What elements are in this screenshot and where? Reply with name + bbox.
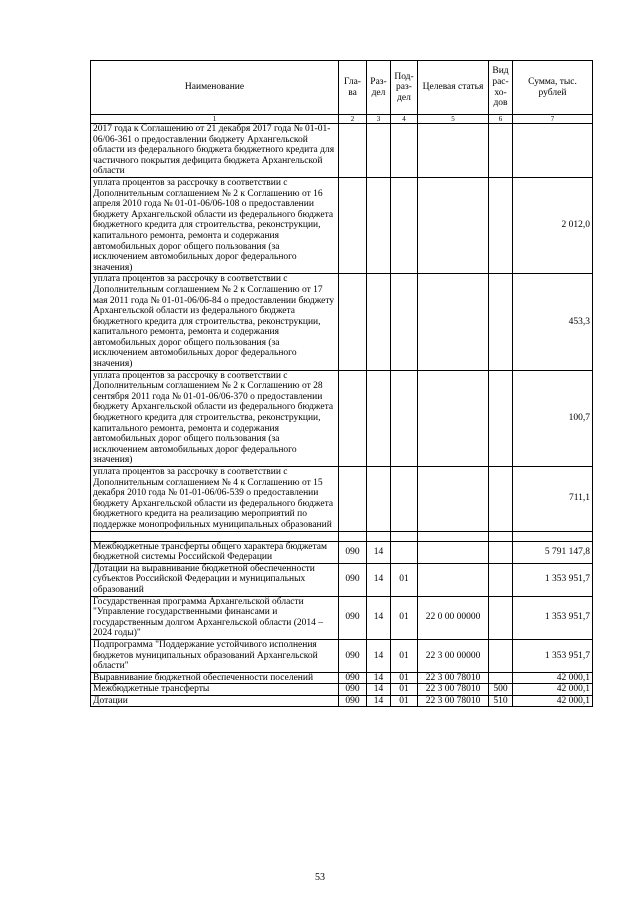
row-name: 2017 года к Соглашению от 21 декабря 2017 года № 01-01-06/06-361 о предоставлении бюджету Архангельской области из федерального бюджета бюджетного кредита для частичного покрытия дефицита бюджета Архангельской области	[91, 124, 339, 178]
row-podrazdel	[391, 274, 418, 370]
row-vid	[489, 177, 513, 273]
header-razdel: Раз-дел	[367, 61, 391, 115]
row-summa: 1 353 951,7	[513, 639, 593, 672]
row-podrazdel	[391, 177, 418, 273]
row-vid	[489, 639, 513, 672]
row-summa	[513, 531, 593, 541]
row-glava: 090	[339, 684, 367, 696]
row-razdel	[367, 124, 391, 178]
column-number: 4	[391, 115, 418, 124]
budget-table	[90, 60, 593, 707]
row-podrazdel	[391, 370, 418, 466]
table-row	[91, 672, 593, 684]
row-name: Межбюджетные трансферты общего характера бюджетам бюджетной системы Российской Федерации	[91, 541, 339, 563]
row-razdel	[367, 370, 391, 466]
row-glava: 090	[339, 541, 367, 563]
row-glava: 090	[339, 596, 367, 639]
row-name: Государственная программа Архангельской области "Управление государственными финансами и государственным долгом Архангельской области (2014 – 2024 годы)"	[91, 596, 339, 639]
row-name: уплата процентов за рассрочку в соответствии с Дополнительным соглашением № 2 к Соглашению от 28 сентября 2011 года № 01-01-06/06-370 о предоставлении бюджету Архангельской области из федерального бюджета бюджетного кредита для строительства, реконструкции, капитального ремонта, ремонта и содержания автомобильных дорог общего пользования (за исключением автомобильных дорог федерального значения)	[91, 370, 339, 466]
row-celevaya	[418, 274, 489, 370]
column-number: 1	[91, 115, 339, 124]
table-row	[91, 124, 593, 178]
row-celevaya: 22 3 00 78010	[418, 684, 489, 696]
table-row	[91, 639, 593, 672]
table-row	[91, 531, 593, 541]
row-celevaya: 22 3 00 78010	[418, 695, 489, 707]
row-glava	[339, 370, 367, 466]
column-number: 5	[418, 115, 489, 124]
row-vid	[489, 124, 513, 178]
table-row	[91, 684, 593, 696]
row-summa: 42 000,1	[513, 672, 593, 684]
row-celevaya	[418, 124, 489, 178]
row-glava: 090	[339, 563, 367, 596]
row-vid: 510	[489, 695, 513, 707]
table-row	[91, 467, 593, 532]
row-name: уплата процентов за рассрочку в соответствии с Дополнительным соглашением № 2 к Соглашению от 16 апреля 2010 года № 01-01-06/06-108 о предоставлении бюджету Архангельской области из федерального бюджета бюджетного кредита для строительства, реконструкции, капитального ремонта, ремонта и содержания автомобильных дорог общего пользования (за исключением автомобильных дорог федерального значения)	[91, 177, 339, 273]
row-summa: 711,1	[513, 467, 593, 532]
row-podrazdel: 01	[391, 596, 418, 639]
header-name: Наименование	[91, 61, 339, 115]
table-row	[91, 695, 593, 707]
row-razdel: 14	[367, 563, 391, 596]
row-razdel	[367, 467, 391, 532]
row-celevaya: 22 3 00 78010	[418, 672, 489, 684]
row-summa: 42 000,1	[513, 695, 593, 707]
column-number-row	[91, 115, 593, 124]
row-podrazdel: 01	[391, 639, 418, 672]
row-glava	[339, 274, 367, 370]
row-razdel: 14	[367, 672, 391, 684]
row-podrazdel	[391, 541, 418, 563]
column-number: 7	[513, 115, 593, 124]
row-vid	[489, 467, 513, 532]
page-number: 53	[315, 872, 325, 883]
header-row	[91, 61, 593, 115]
row-summa: 453,3	[513, 274, 593, 370]
row-vid: 500	[489, 684, 513, 696]
row-glava	[339, 467, 367, 532]
row-podrazdel: 01	[391, 695, 418, 707]
row-vid	[489, 596, 513, 639]
row-celevaya	[418, 563, 489, 596]
row-razdel	[367, 274, 391, 370]
row-celevaya: 22 0 00 00000	[418, 596, 489, 639]
row-glava: 090	[339, 672, 367, 684]
table-row	[91, 274, 593, 370]
header-glava: Гла-ва	[339, 61, 367, 115]
row-podrazdel: 01	[391, 684, 418, 696]
row-vid	[489, 672, 513, 684]
row-summa: 1 353 951,7	[513, 596, 593, 639]
row-name: уплата процентов за рассрочку в соответствии с Дополнительным соглашением № 4 к Соглашению от 15 декабря 2010 года № 01-01-06/06-539 о предоставлении бюджету Архангельской области из федерального бюджета бюджетного кредита на реализацию мероприятий по поддержке монопрофильных муниципальных образований	[91, 467, 339, 532]
column-number: 2	[339, 115, 367, 124]
row-summa: 5 791 147,8	[513, 541, 593, 563]
row-vid	[489, 370, 513, 466]
header-vid: Вид рас-хо-дов	[489, 61, 513, 115]
row-razdel	[367, 177, 391, 273]
row-glava	[339, 531, 367, 541]
row-podrazdel: 01	[391, 563, 418, 596]
header-podrazdel: Под-раз-дел	[391, 61, 418, 115]
row-summa: 42 000,1	[513, 684, 593, 696]
row-summa: 2 012,0	[513, 177, 593, 273]
row-razdel: 14	[367, 684, 391, 696]
row-podrazdel: 01	[391, 672, 418, 684]
row-summa: 1 353 951,7	[513, 563, 593, 596]
column-number: 3	[367, 115, 391, 124]
row-celevaya	[418, 467, 489, 532]
row-celevaya: 22 3 00 00000	[418, 639, 489, 672]
table-row	[91, 541, 593, 563]
row-vid	[489, 531, 513, 541]
row-name: Межбюджетные трансферты	[91, 684, 339, 696]
row-name: Подпрограмма "Поддержание устойчивого исполнения бюджетов муниципальных образований Архангельской области"	[91, 639, 339, 672]
row-glava: 090	[339, 639, 367, 672]
row-celevaya	[418, 531, 489, 541]
row-name: Дотации на выравнивание бюджетной обеспеченности субъектов Российской Федерации и муниципальных образований	[91, 563, 339, 596]
header-celevaya: Целевая статья	[418, 61, 489, 115]
row-name: Выравнивание бюджетной обеспеченности поселений	[91, 672, 339, 684]
row-summa: 100,7	[513, 370, 593, 466]
header-summa: Сумма, тыс. рублей	[513, 61, 593, 115]
column-number: 6	[489, 115, 513, 124]
row-razdel: 14	[367, 541, 391, 563]
row-glava	[339, 177, 367, 273]
row-celevaya	[418, 541, 489, 563]
row-vid	[489, 563, 513, 596]
row-razdel	[367, 531, 391, 541]
row-summa	[513, 124, 593, 178]
row-podrazdel	[391, 467, 418, 532]
row-razdel: 14	[367, 596, 391, 639]
row-vid	[489, 274, 513, 370]
row-glava	[339, 124, 367, 178]
row-celevaya	[418, 370, 489, 466]
table-row	[91, 563, 593, 596]
table-row	[91, 177, 593, 273]
row-podrazdel	[391, 124, 418, 178]
table-row	[91, 370, 593, 466]
row-glava: 090	[339, 695, 367, 707]
row-vid	[489, 541, 513, 563]
table-row	[91, 596, 593, 639]
row-razdel: 14	[367, 639, 391, 672]
row-razdel: 14	[367, 695, 391, 707]
row-name	[91, 531, 339, 541]
row-podrazdel	[391, 531, 418, 541]
row-celevaya	[418, 177, 489, 273]
row-name: Дотации	[91, 695, 339, 707]
row-name: уплата процентов за рассрочку в соответствии с Дополнительным соглашением № 2 к Соглашению от 17 мая 2011 года № 01-01-06/06-84 о предоставлении бюджету Архангельской области из федерального бюджета бюджетного кредита для строительства, реконструкции, капитального ремонта, ремонта и содержания автомобильных дорог общего пользования (за исключением автомобильных дорог федерального значения)	[91, 274, 339, 370]
